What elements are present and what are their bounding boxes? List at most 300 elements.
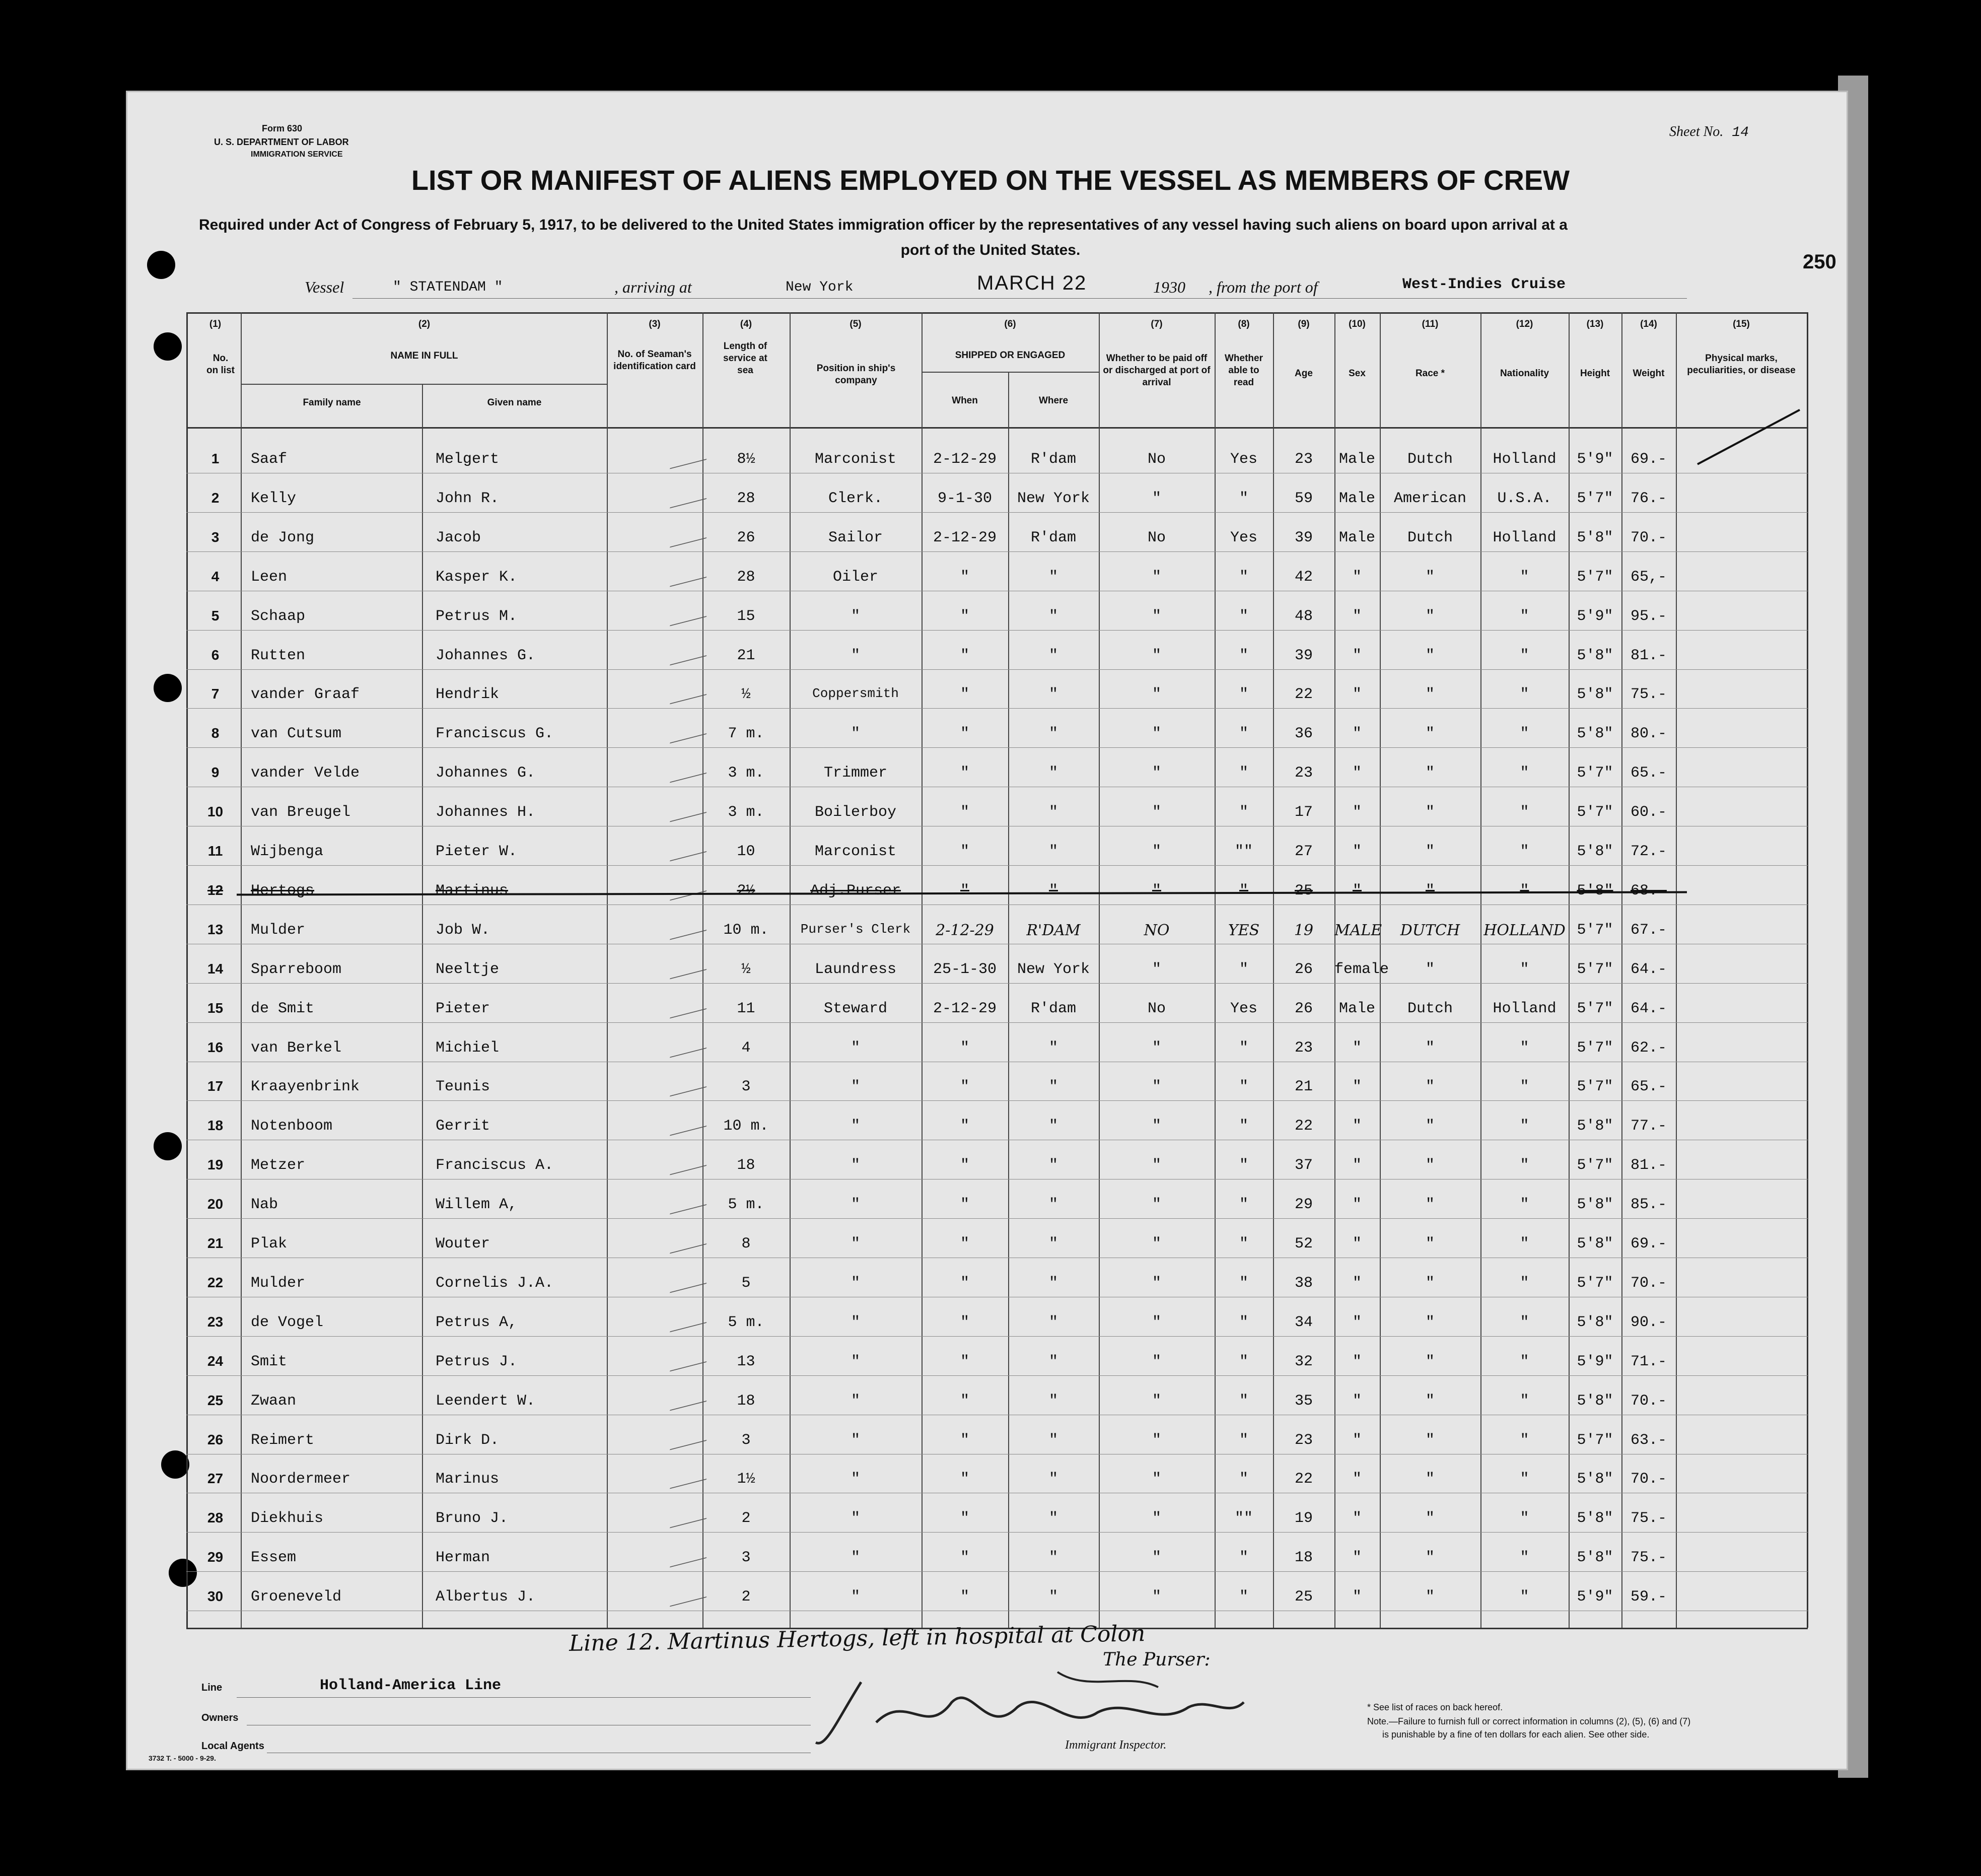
cell-sex: ": [1352, 725, 1362, 742]
cell-position: Boilerboy: [814, 804, 897, 821]
cell-family: Metzer: [251, 1157, 306, 1174]
cell-position: Sailor: [828, 529, 883, 546]
cell-when: ": [960, 686, 969, 703]
col-num-10: (10): [1349, 319, 1366, 329]
cell-paid: ": [1152, 1588, 1161, 1606]
cell-family: Smit: [251, 1353, 288, 1370]
col-head-service: Length of service at sea: [723, 341, 767, 376]
cell-height: 5'8": [1577, 1314, 1613, 1331]
cell-weight: 70.-: [1630, 1275, 1667, 1292]
cell-service: 3: [741, 1549, 751, 1566]
cell-where: ": [1048, 1510, 1058, 1527]
cell-weight: 75.-: [1630, 1549, 1667, 1566]
row-rule: [186, 747, 1808, 748]
cell-read: ": [1239, 1549, 1248, 1566]
cell-nationality: ": [1520, 1196, 1529, 1213]
cell-race: ": [1425, 1078, 1435, 1095]
cell-given: Willem A,: [436, 1196, 518, 1213]
from-label: , from the port of: [1209, 278, 1318, 296]
page-stamp: 250: [1803, 251, 1836, 273]
cell-service: 2: [741, 1510, 751, 1527]
cell-weight: 65.-: [1630, 765, 1667, 782]
cell-given: Marinus: [436, 1471, 500, 1488]
cell-height: 5'7": [1577, 1078, 1613, 1095]
cell-service: 5: [741, 1275, 751, 1292]
cell-where: ": [1048, 569, 1058, 586]
footnote-fine: is punishable by a fine of ten dollars for each alien. See other side.: [1382, 1729, 1650, 1740]
cell-race: ": [1425, 882, 1435, 899]
cell-read: Yes: [1230, 529, 1257, 546]
col-head-nationality: Nationality: [1500, 368, 1549, 379]
cell-paid: ": [1152, 1235, 1161, 1253]
cell-weight: 68.-: [1630, 882, 1667, 899]
cell-height: 5'7": [1577, 1000, 1613, 1017]
cell-where: ": [1048, 1353, 1058, 1370]
cell-height: 5'8": [1577, 647, 1613, 664]
cell-family: de Jong: [251, 529, 315, 546]
cell-race: ": [1425, 765, 1435, 782]
cell-nationality: ": [1520, 843, 1529, 860]
cell-paid: ": [1152, 765, 1161, 782]
cell-sex: ": [1352, 1157, 1362, 1174]
cell-age: 34: [1294, 1314, 1313, 1331]
cell-read: ": [1239, 1588, 1248, 1606]
cell-no: 23: [207, 1314, 224, 1330]
cell-no: 5: [211, 608, 220, 623]
col-num-3: (3): [649, 319, 661, 329]
cell-read: ": [1239, 1393, 1248, 1410]
cell-race: ": [1425, 843, 1435, 860]
inspector-label: Immigrant Inspector.: [1065, 1739, 1167, 1752]
cell-family: Wijbenga: [251, 843, 324, 860]
cell-height: 5'8": [1577, 725, 1613, 742]
cell-read: Yes: [1230, 1000, 1257, 1017]
cell-age: 23: [1294, 1039, 1313, 1057]
row-rule: [186, 865, 1808, 866]
cell-no: 14: [207, 961, 224, 977]
cell-age: 39: [1294, 647, 1313, 664]
vessel-name: " STATENDAM ": [393, 280, 503, 295]
cell-race: ": [1425, 1432, 1435, 1449]
cell-service: 3 m.: [728, 765, 764, 782]
cell-position: Oiler: [832, 569, 878, 586]
cell-sex: Male: [1338, 451, 1375, 468]
cell-age: 39: [1294, 529, 1313, 546]
arriving-label: , arriving at: [614, 278, 692, 296]
cell-paid: ": [1152, 961, 1161, 978]
cell-family: Zwaan: [251, 1393, 297, 1410]
cell-when: ": [960, 647, 969, 664]
col-head-no: No. on list: [206, 353, 235, 376]
cell-age: 17: [1294, 804, 1313, 821]
row-rule: [186, 1571, 1808, 1572]
cell-sex: ": [1352, 1078, 1362, 1095]
col-divider: [607, 312, 608, 1628]
cell-read: ": [1239, 1157, 1248, 1174]
cell-height: 5'7": [1577, 1039, 1613, 1057]
col-num-5: (5): [850, 319, 862, 329]
cell-nationality: ": [1520, 1471, 1529, 1488]
cell-paid: ": [1152, 1078, 1161, 1095]
cell-paid: ": [1152, 608, 1161, 625]
cell-age: 52: [1294, 1235, 1313, 1253]
col-head-weight: Weight: [1633, 368, 1665, 379]
cell-sex: ": [1352, 843, 1362, 860]
punch-hole: [154, 1132, 182, 1160]
col-divider: [241, 312, 242, 1628]
col-num-7: (7): [1151, 319, 1163, 329]
department-label: U. S. DEPARTMENT OF LABOR: [214, 137, 349, 147]
row-rule: [186, 630, 1808, 631]
cell-position: Laundress: [814, 961, 897, 978]
cell-weight: 90.-: [1630, 1314, 1667, 1331]
cell-where: New York: [1017, 961, 1090, 978]
cell-race: ": [1425, 1393, 1435, 1410]
cell-nationality: U.S.A.: [1497, 490, 1552, 507]
cell-given: Melgert: [436, 451, 500, 468]
cell-service: 18: [737, 1157, 755, 1174]
cell-where: ": [1048, 1549, 1058, 1566]
cell-position: ": [851, 725, 860, 742]
line-underline: [237, 1697, 811, 1698]
cell-when: ": [960, 1039, 969, 1057]
cell-family: Nab: [251, 1196, 278, 1213]
cell-service: 2½: [737, 882, 755, 899]
cell-weight: 75.-: [1630, 686, 1667, 703]
cell-race: ": [1425, 961, 1435, 978]
cell-given: Petrus A,: [436, 1314, 518, 1331]
cell-no: 25: [207, 1393, 224, 1408]
cell-paid: ": [1152, 569, 1161, 586]
cell-family: de Smit: [251, 1000, 315, 1017]
punch-hole: [154, 674, 182, 702]
cell-no: 26: [207, 1432, 224, 1447]
cell-read: ": [1239, 804, 1248, 821]
cell-position: ": [851, 1432, 860, 1449]
cell-no: 15: [207, 1000, 224, 1016]
cell-given: Wouter: [436, 1235, 490, 1253]
cell-given: Johannes G.: [436, 647, 536, 664]
cell-read: ": [1239, 882, 1248, 899]
cell-when: ": [960, 1393, 969, 1410]
cell-given: Martinus: [436, 882, 509, 899]
cell-age: 36: [1294, 725, 1313, 742]
cell-weight: 62.-: [1630, 1039, 1667, 1057]
cell-given: Gerrit: [436, 1118, 490, 1135]
col-num-15: (15): [1733, 319, 1750, 329]
cell-given: Herman: [436, 1549, 490, 1566]
cell-where: New York: [1017, 490, 1090, 507]
cell-where: ": [1048, 1196, 1058, 1213]
cell-weight: 63.-: [1630, 1432, 1667, 1449]
cell-race: ": [1425, 1118, 1435, 1135]
cell-read: ": [1239, 490, 1248, 507]
cell-given: Job W.: [436, 922, 490, 939]
cell-read: ": [1239, 1196, 1248, 1213]
cell-where: ": [1048, 608, 1058, 625]
cell-weight: 85.-: [1630, 1196, 1667, 1213]
arrival-date: MARCH 22: [977, 272, 1087, 294]
cell-service: 5 m.: [728, 1314, 764, 1331]
cell-nationality: Holland: [1493, 1000, 1556, 1017]
cell-sex: Male: [1338, 529, 1375, 546]
cell-position: ": [851, 1314, 860, 1331]
cell-given: Johannes H.: [436, 804, 536, 821]
cell-race: American: [1393, 490, 1467, 507]
vessel-label: Vessel: [305, 278, 344, 296]
cell-age: 25: [1294, 882, 1313, 899]
cell-paid: ": [1152, 1196, 1161, 1213]
cell-nationality: ": [1520, 1510, 1529, 1527]
cell-no: 18: [207, 1118, 224, 1133]
cell-no: 8: [211, 725, 220, 741]
cell-age: 59: [1294, 490, 1313, 507]
cell-sex: ": [1352, 804, 1362, 821]
table-top-border: [186, 312, 1808, 314]
cell-age: 18: [1294, 1549, 1313, 1566]
cell-family: van Cutsum: [251, 725, 342, 742]
cell-family: Noordermeer: [251, 1471, 351, 1488]
cell-weight: 76.-: [1630, 490, 1667, 507]
cell-where: ": [1048, 1118, 1058, 1135]
cell-when: ": [960, 1353, 969, 1370]
cell-where: ": [1048, 882, 1058, 899]
cell-nationality: ": [1520, 569, 1529, 586]
line-value: Holland-America Line: [320, 1677, 502, 1694]
cell-sex: ": [1352, 1471, 1362, 1488]
cell-family: Diekhuis: [251, 1510, 324, 1527]
owners-label: Owners: [201, 1712, 239, 1723]
col-head-shipped: SHIPPED OR ENGAGED: [955, 350, 1066, 361]
cell-weight: 80.-: [1630, 725, 1667, 742]
cell-age: 23: [1294, 765, 1313, 782]
cell-position: ": [851, 1393, 860, 1410]
cell-service: 10: [737, 843, 755, 860]
cell-where: ": [1048, 843, 1058, 860]
cell-where: R'DAM: [1026, 922, 1081, 939]
cell-position: ": [851, 1275, 860, 1292]
cell-age: 22: [1294, 1118, 1313, 1135]
cell-when: ": [960, 1196, 969, 1213]
cell-position: ": [851, 1157, 860, 1174]
cell-height: 5'7": [1577, 804, 1613, 821]
col-head-name: NAME IN FULL: [390, 351, 458, 361]
cell-race: ": [1425, 1039, 1435, 1057]
cell-when: 2-12-29: [933, 1000, 997, 1017]
cell-service: 5 m.: [728, 1196, 764, 1213]
cell-family: Rutten: [251, 647, 306, 664]
cell-family: Saaf: [251, 451, 288, 468]
cell-race: ": [1425, 1235, 1435, 1253]
cell-given: Leendert W.: [436, 1393, 536, 1410]
cell-when: ": [960, 882, 969, 899]
cell-paid: No: [1147, 529, 1166, 546]
col-head-race: Race *: [1415, 368, 1445, 379]
table-header-bottom: [186, 427, 1808, 429]
cell-age: 22: [1294, 1471, 1313, 1488]
cell-given: Kasper K.: [436, 569, 518, 586]
cell-height: 5'7": [1577, 569, 1613, 586]
row-rule: [186, 708, 1808, 709]
col-head-age: Age: [1295, 368, 1313, 379]
cell-race: Dutch: [1407, 529, 1453, 546]
cell-given: Pieter W.: [436, 843, 518, 860]
cell-age: 29: [1294, 1196, 1313, 1213]
col-num-11: (11): [1422, 319, 1439, 329]
cell-no: 21: [207, 1235, 224, 1251]
cell-age: 21: [1294, 1078, 1313, 1095]
cell-where: ": [1048, 1314, 1058, 1331]
cell-given: Michiel: [436, 1039, 500, 1057]
arrival-year: 1930: [1153, 278, 1185, 296]
cell-no: 12: [207, 882, 224, 898]
shipped-subheader-line: [922, 372, 1099, 373]
cell-service: 15: [737, 608, 755, 625]
cell-given: Franciscus A.: [436, 1157, 554, 1174]
col-head-seaman-card: No. of Seaman's identification card: [613, 349, 696, 372]
cell-nationality: ": [1520, 1314, 1529, 1331]
cell-age: 38: [1294, 1275, 1313, 1292]
cell-nationality: ": [1520, 1353, 1529, 1370]
cell-race: ": [1425, 1588, 1435, 1606]
cell-nationality: ": [1520, 882, 1529, 899]
cell-read: ": [1239, 1235, 1248, 1253]
cell-when: ": [960, 804, 969, 821]
cell-paid: ": [1152, 1432, 1161, 1449]
cell-race: ": [1425, 686, 1435, 703]
cell-no: 7: [211, 686, 220, 702]
cell-no: 27: [207, 1471, 224, 1486]
cell-nationality: ": [1520, 608, 1529, 625]
cell-where: ": [1048, 804, 1058, 821]
cell-read: ": [1239, 569, 1248, 586]
row-rule: [186, 1532, 1808, 1533]
cell-when: ": [960, 1471, 969, 1488]
cell-race: ": [1425, 1157, 1435, 1174]
cell-height: 5'9": [1577, 608, 1613, 625]
cell-race: ": [1425, 1314, 1435, 1331]
cell-race: ": [1425, 608, 1435, 625]
cell-nationality: ": [1520, 1393, 1529, 1410]
sheet-label: [1669, 124, 1749, 141]
cell-height: 5'8": [1577, 1196, 1613, 1213]
sheet-label-text: Sheet No.: [1669, 124, 1724, 140]
row-rule: [186, 1218, 1808, 1219]
cell-position: ": [851, 1588, 860, 1606]
cell-position: Marconist: [814, 451, 897, 468]
cell-paid: ": [1152, 1471, 1161, 1488]
cell-when: 2-12-29: [933, 451, 997, 468]
row-rule: [186, 1022, 1808, 1023]
cell-position: ": [851, 1078, 860, 1095]
cell-race: ": [1425, 1510, 1435, 1527]
cell-given: Petrus M.: [436, 608, 518, 625]
cell-height: 5'9": [1577, 1353, 1613, 1370]
cell-where: ": [1048, 1157, 1058, 1174]
cell-service: 28: [737, 490, 755, 507]
cell-where: ": [1048, 1235, 1058, 1253]
row-rule: [186, 1336, 1808, 1337]
cell-nationality: ": [1520, 1157, 1529, 1174]
col-num-14: (14): [1640, 319, 1657, 329]
cell-family: vander Graaf: [251, 686, 360, 703]
cell-sex: ": [1352, 1510, 1362, 1527]
cell-paid: ": [1152, 725, 1161, 742]
col-num-1: (1): [209, 319, 222, 329]
cell-position: Coppersmith: [812, 686, 899, 701]
cell-family: Kraayenbrink: [251, 1078, 360, 1095]
cell-service: 13: [737, 1353, 755, 1370]
name-subheader-line: [242, 384, 607, 385]
cell-where: ": [1048, 1588, 1058, 1606]
cell-race: ": [1425, 1275, 1435, 1292]
cell-weight: 65,-: [1630, 569, 1667, 586]
cell-age: 27: [1294, 843, 1313, 860]
cell-read: ": [1239, 1314, 1248, 1331]
hospital-note: Line 12. Martinus Hertogs, left in hospital at Colon: [569, 1621, 1146, 1656]
cell-position: Adj.Purser: [810, 882, 901, 899]
cell-weight: 71.-: [1630, 1353, 1667, 1370]
cell-no: 4: [211, 569, 220, 584]
cell-age: 32: [1294, 1353, 1313, 1370]
cell-nationality: ": [1520, 1118, 1529, 1135]
cell-paid: ": [1152, 490, 1161, 507]
cell-family: Essem: [251, 1549, 297, 1566]
cell-no: 10: [207, 804, 224, 819]
cell-sex: Male: [1338, 490, 1375, 507]
col-head-given: Given name: [487, 397, 542, 408]
cell-when: ": [960, 1432, 969, 1449]
form-label: Form 630: [262, 123, 303, 133]
cell-height: 5'7": [1577, 1157, 1613, 1174]
cell-nationality: ": [1520, 725, 1529, 742]
cell-height: 5'7": [1577, 765, 1613, 782]
cell-height: 5'7": [1577, 1432, 1613, 1449]
col-head-read: Whether able to read: [1225, 353, 1263, 388]
cell-service: ½: [741, 961, 751, 978]
cell-read: ": [1239, 1275, 1248, 1292]
cell-position: Marconist: [814, 843, 897, 860]
cell-race: DUTCH: [1400, 922, 1460, 939]
cell-read: ": [1239, 725, 1248, 742]
cell-where: ": [1048, 725, 1058, 742]
cell-position: ": [851, 1353, 860, 1370]
cell-height: 5'9": [1577, 451, 1613, 468]
cell-position: ": [851, 1118, 860, 1135]
cell-age: 37: [1294, 1157, 1313, 1174]
sheet-number: 14: [1732, 125, 1749, 141]
cell-no: 29: [207, 1549, 224, 1565]
cell-height: 5'8": [1577, 529, 1613, 546]
cell-race: ": [1425, 1353, 1435, 1370]
cell-no: 3: [211, 529, 220, 545]
cell-nationality: ": [1520, 765, 1529, 782]
cell-where: R'dam: [1030, 1000, 1076, 1017]
cell-where: R'dam: [1030, 529, 1076, 546]
vessel-line-underline: [352, 298, 1687, 299]
subtitle-line2: port of the United States.: [900, 242, 1081, 258]
cell-given: Jacob: [436, 529, 481, 546]
cell-no: 13: [207, 922, 224, 937]
cell-when: ": [960, 1314, 969, 1331]
cell-height: 5'9": [1577, 1588, 1613, 1606]
col-head-when: When: [952, 395, 978, 406]
cell-when: ": [960, 843, 969, 860]
col-num-4: (4): [740, 319, 752, 329]
cell-paid: ": [1152, 882, 1161, 899]
cell-when: 2-12-29: [933, 529, 997, 546]
cell-race: ": [1425, 725, 1435, 742]
